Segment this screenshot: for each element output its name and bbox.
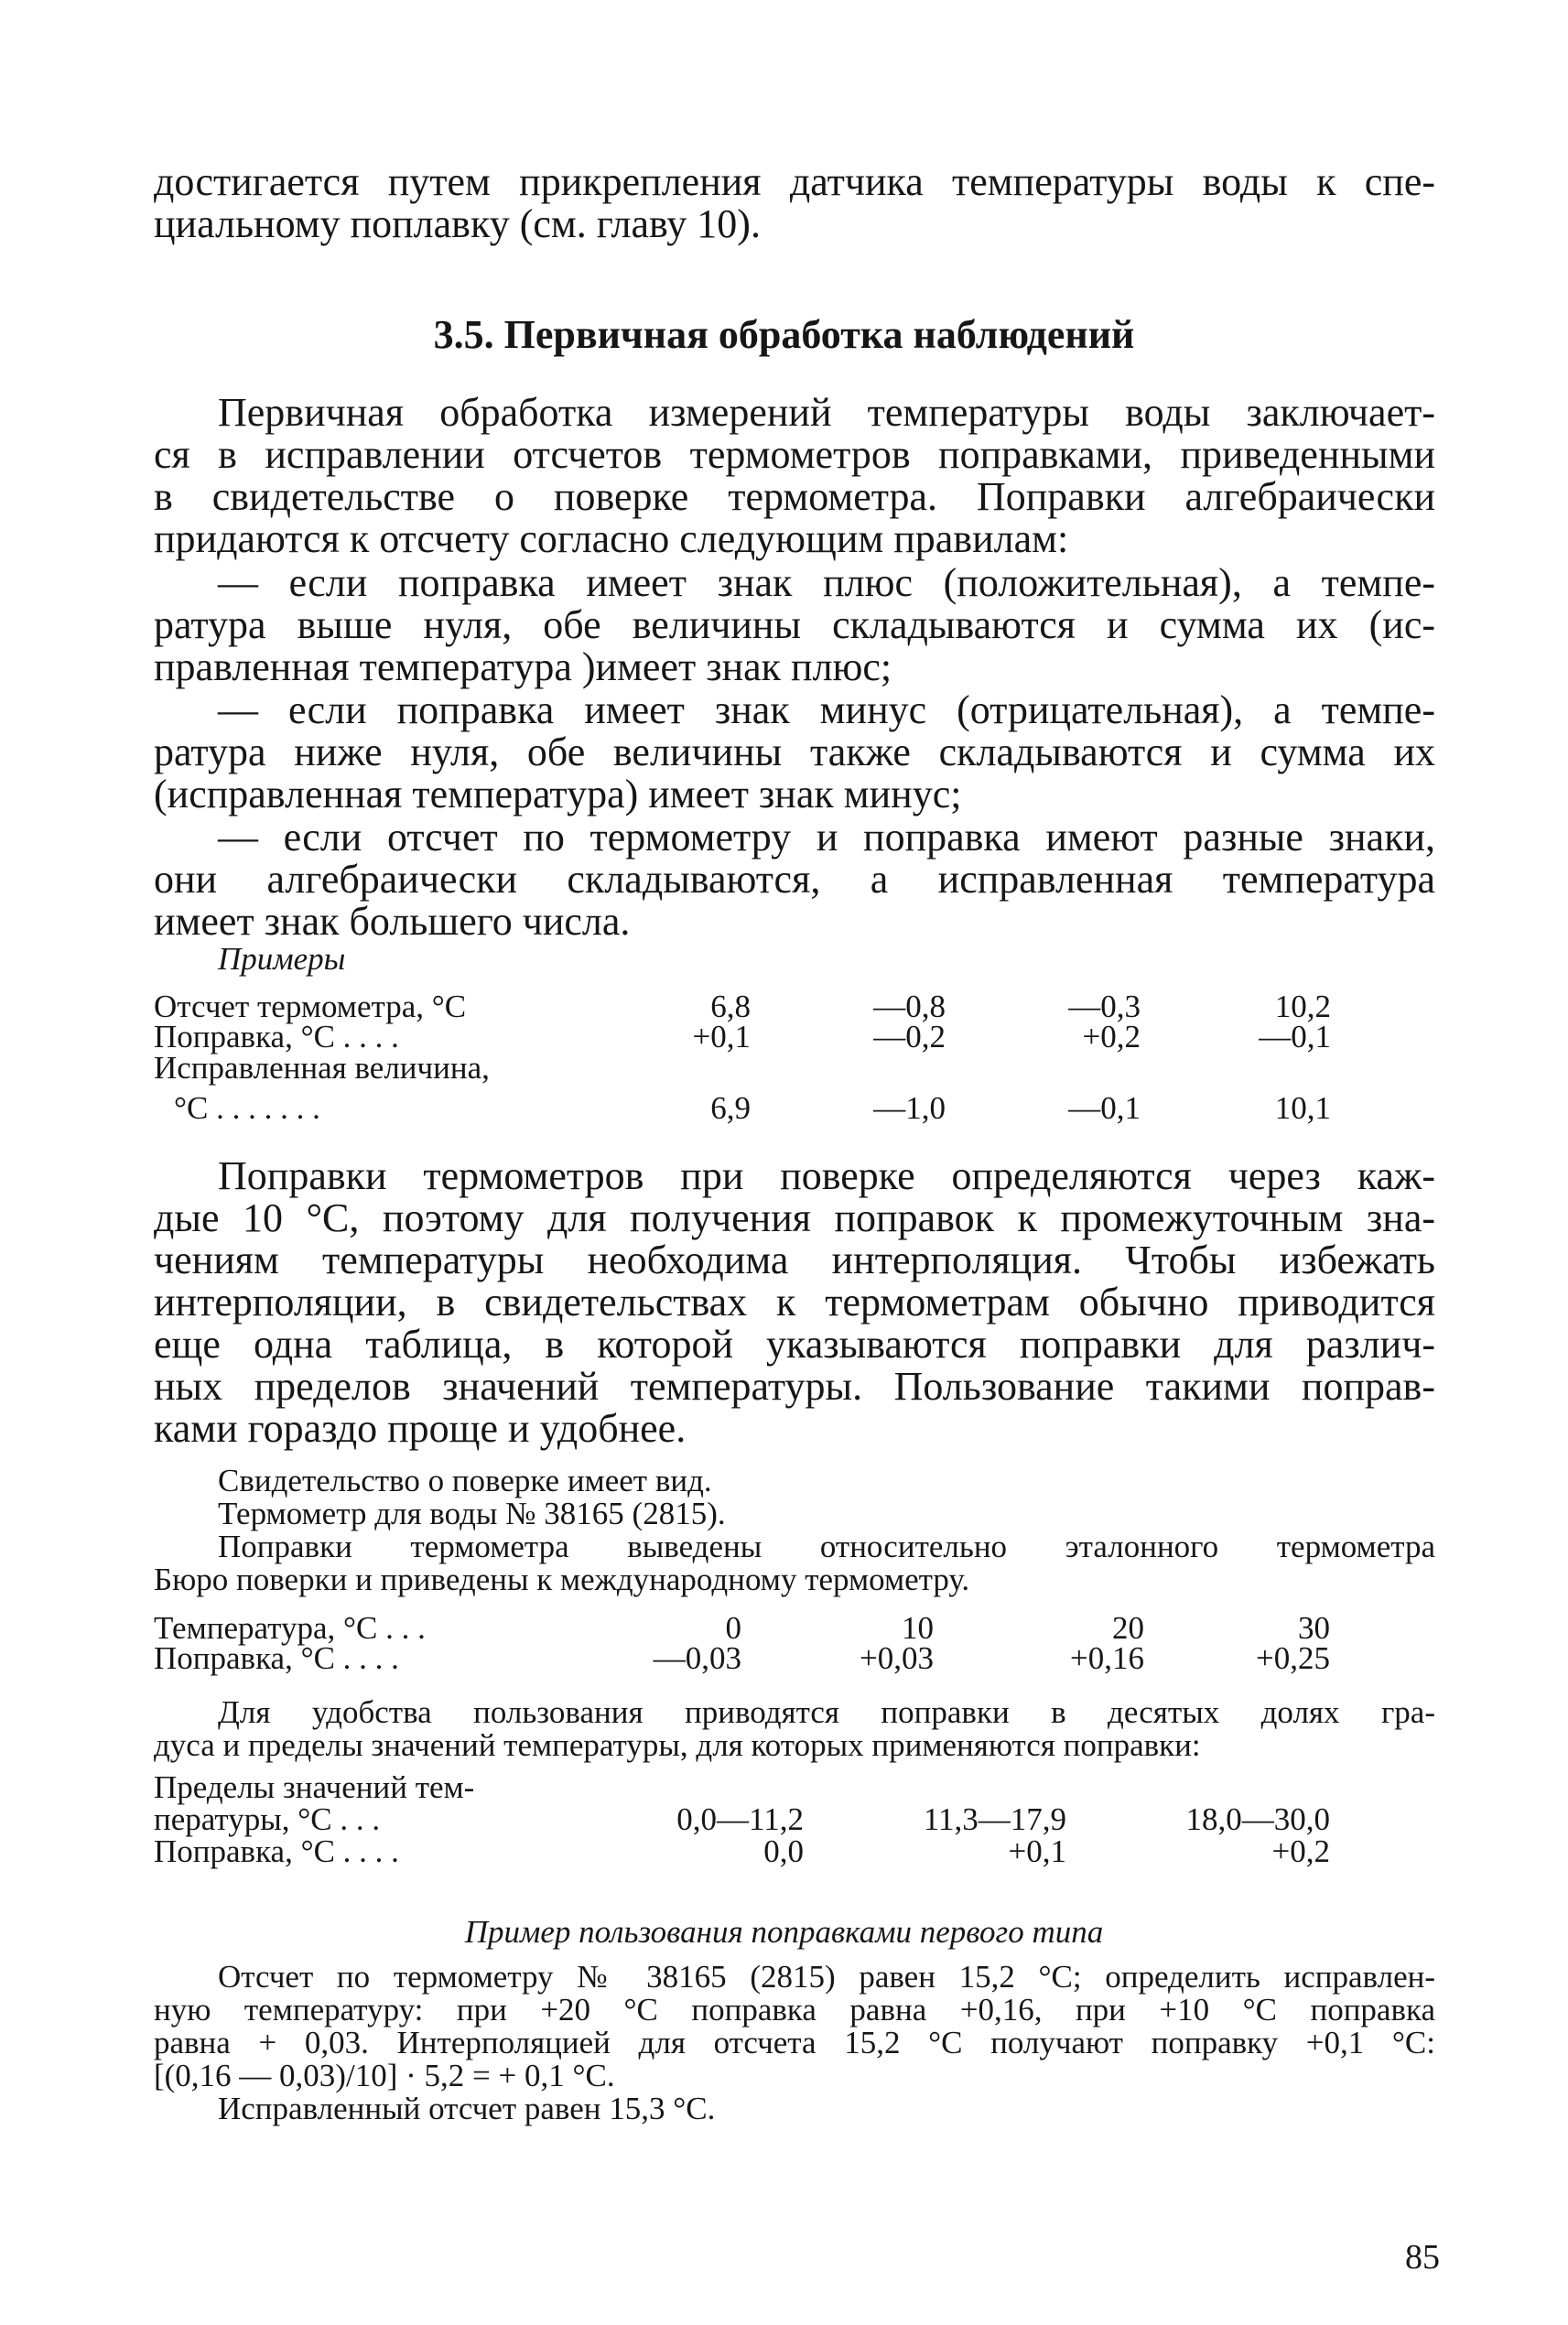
- text-line: придаются к отсчету согласно следующим правилам:: [154, 516, 1069, 561]
- text-line: Поправки термометра выведены относительно эталонного термометра: [218, 1529, 1435, 1564]
- text-line: они алгебраически складываются, а исправленная температура: [154, 857, 1435, 902]
- row-value: +0,1: [692, 1019, 751, 1054]
- row-value: —0,2: [873, 1019, 946, 1054]
- text-line: Бюро поверки и приведены к международному термометру.: [154, 1562, 970, 1597]
- row-label: Поправка, °С . . . .: [154, 1019, 399, 1054]
- row-value: 10,1: [1274, 1090, 1331, 1126]
- text-line: правленная температура )имеет знак плюс;: [154, 644, 892, 689]
- text-line: интерполяции, в свидетельствах к термометрам обычно приводится: [154, 1280, 1435, 1325]
- correction-table-row: [0, 1642, 1568, 1675]
- example-usage-paragraph: [154, 1961, 1435, 2125]
- text-line: дуса и пределы значений температуры, для которых применяются поправки:: [154, 1727, 1201, 1763]
- row-value: +0,03: [860, 1640, 934, 1676]
- row-label: Температура, °С . . .: [154, 1610, 426, 1646]
- row-value: 6,8: [710, 989, 751, 1024]
- section-title: 3.5. Первичная обработка наблюдений: [433, 312, 1135, 357]
- text-line: дые 10 °С, поэтому для получения поправок к промежуточным зна-: [154, 1195, 1435, 1240]
- row-value: —0,1: [1068, 1090, 1141, 1126]
- paragraph-tenths: [154, 1696, 1435, 1762]
- row-value: 0,0: [763, 1833, 804, 1869]
- text-line: ных пределов значений температуры. Пользование такими поправ-: [154, 1364, 1435, 1409]
- row-label: Исправленная величина,: [154, 1050, 490, 1086]
- text-line: — если поправка имеет знак плюс (положительная), а темпе-: [218, 560, 1435, 605]
- text-line: Свидетельство о поверке имеет вид.: [218, 1463, 712, 1498]
- row-value: —0,3: [1068, 989, 1141, 1024]
- text-line: достигается путем прикрепления датчика температуры воды к спе-: [154, 159, 1435, 204]
- text-line: ратура ниже нуля, обе величины также складываются и сумма их: [154, 730, 1435, 774]
- text-line: — если поправка имеет знак минус (отрицательная), а темпе-: [218, 687, 1435, 732]
- paragraph-primary-processing: [154, 392, 1435, 560]
- text-line: ками гораздо проще и удобнее.: [154, 1406, 687, 1451]
- text-line: Первичная обработка измерений температуры воды заключает-: [218, 390, 1435, 435]
- row-value: —0,03: [653, 1640, 741, 1676]
- row-label: пературы, °С . . .: [154, 1801, 381, 1837]
- text-line: циальному поплавку (см. главу 10).: [154, 201, 761, 246]
- row-value: 20: [1112, 1610, 1144, 1646]
- row-value: 10,2: [1274, 989, 1331, 1024]
- row-value: +0,16: [1070, 1640, 1144, 1676]
- text-line: Для удобства пользования приводятся поправки в десятых долях гра-: [218, 1694, 1435, 1730]
- text-line: имеет знак большего числа.: [154, 899, 631, 944]
- range-table-row: [0, 1771, 1568, 1804]
- row-value: +0,25: [1256, 1640, 1330, 1676]
- row-label: Пределы значений тем-: [154, 1769, 475, 1805]
- row-label: Поправка, °С . . . .: [154, 1640, 399, 1676]
- text-line: Отсчет по термометру № 38165 (2815) равен 15,2 °С; определить исправлен-: [218, 1959, 1435, 1995]
- examples-row: [0, 1092, 1568, 1125]
- result-line: Исправленный отсчет равен 15,3 °С.: [218, 2091, 716, 2126]
- text-line: [(0,16 — 0,03)/10] · 5,2 = + 0,1 °С.: [154, 2058, 615, 2093]
- examples-heading: Примеры: [218, 941, 346, 977]
- example-usage-heading: Пример пользования поправками первого типа: [464, 1914, 1104, 1950]
- text-line: Поправки термометров при поверке определяются через каж-: [218, 1153, 1435, 1198]
- rule-item: [154, 562, 1435, 688]
- text-line: равна + 0,03. Интерполяцией для отсчета 15,2 °С получают поправку +0,1 °С:: [154, 2025, 1435, 2060]
- row-value: 6,9: [710, 1090, 751, 1126]
- text-line: ся в исправлении отсчетов термометров поправками, приведенными: [154, 432, 1435, 477]
- row-value: 0: [725, 1610, 741, 1646]
- rule-item: [154, 689, 1435, 816]
- range-table-row: [0, 1835, 1568, 1868]
- row-label: °С . . . . . . .: [174, 1090, 320, 1126]
- row-value: —1,0: [873, 1090, 946, 1126]
- intro-paragraph: [154, 161, 1435, 245]
- row-value: 18,0—30,0: [1185, 1801, 1330, 1837]
- text-line: в свидетельстве о поверке термометра. Поправки алгебраически: [154, 474, 1435, 519]
- row-value: +0,1: [1008, 1833, 1066, 1869]
- text-line: — если отсчет по термометру и поправка имеют разные знаки,: [218, 815, 1435, 860]
- examples-row: [0, 1052, 1568, 1085]
- row-value: +0,2: [1271, 1833, 1330, 1869]
- row-label: Поправка, °С . . . .: [154, 1833, 399, 1869]
- range-table-row: [0, 1803, 1568, 1836]
- text-line: чениям температуры необходима интерполяция. Чтобы избежать: [154, 1238, 1435, 1282]
- rule-item: [154, 816, 1435, 943]
- examples-row: [0, 1021, 1568, 1054]
- page-number: 85: [1405, 2238, 1440, 2276]
- row-label: Отсчет термометра, °С: [154, 989, 467, 1024]
- row-value: 11,3—17,9: [923, 1801, 1066, 1837]
- text-line: Термометр для воды № 38165 (2815).: [218, 1496, 726, 1531]
- row-value: —0,8: [873, 989, 946, 1024]
- text-line: еще одна таблица, в которой указываются поправки для различ-: [154, 1322, 1435, 1367]
- row-value: 0,0—11,2: [676, 1801, 804, 1837]
- text-line: ную температуру: при +20 °С поправка равна +0,16, при +10 °С поправка: [154, 1992, 1435, 2028]
- text-line: (исправленная температура) имеет знак минус;: [154, 772, 962, 816]
- row-value: +0,2: [1082, 1019, 1141, 1054]
- row-value: 30: [1298, 1610, 1330, 1646]
- paragraph-interpolation: [154, 1155, 1435, 1450]
- row-value: 10: [902, 1610, 934, 1646]
- certificate-block: [154, 1465, 1435, 1596]
- text-line: ратура выше нуля, обе величины складываются и сумма их (ис-: [154, 602, 1435, 647]
- row-value: —0,1: [1259, 1019, 1331, 1054]
